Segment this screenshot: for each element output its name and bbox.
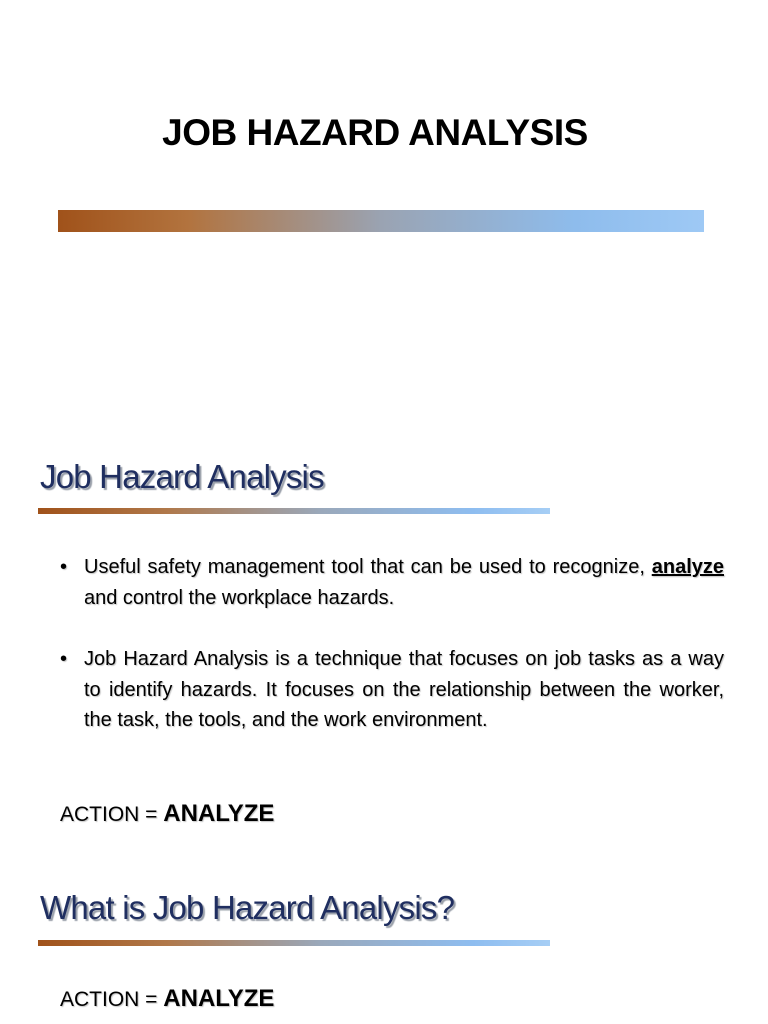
action-value: ANALYZE [163, 800, 275, 827]
bullet-emphasis: analyze [651, 556, 724, 578]
section-heading-what-is-jha: What is Job Hazard Analysis? [40, 889, 455, 926]
bullet-item-technique [60, 644, 724, 736]
action-label: ACTION = [60, 988, 164, 1011]
action-line [60, 985, 274, 1013]
document-title: JOB HAZARD ANALYSIS [162, 112, 588, 153]
action-line [60, 800, 274, 828]
bullet-text: Useful safety management tool that can be used to recognize, [84, 556, 652, 578]
bullet-text: Job Hazard Analysis is a technique that focuses on job tasks as a way to identify hazards. It focuses on the relationship between the worker, the task, the tools, and the work environment. [84, 648, 724, 731]
action-label: ACTION = [60, 803, 164, 826]
bullet-icon: • [60, 648, 68, 670]
bullet-list [60, 552, 724, 736]
bullet-text: and control the workplace hazards. [84, 586, 395, 609]
section-heading-job-hazard-analysis: Job Hazard Analysis [40, 458, 324, 495]
section-divider [38, 940, 550, 946]
action-value: ANALYZE [163, 985, 275, 1012]
section-divider [38, 508, 550, 514]
title-gradient-bar [58, 210, 704, 232]
bullet-icon: • [60, 556, 68, 578]
bullet-item-definition [60, 552, 724, 613]
